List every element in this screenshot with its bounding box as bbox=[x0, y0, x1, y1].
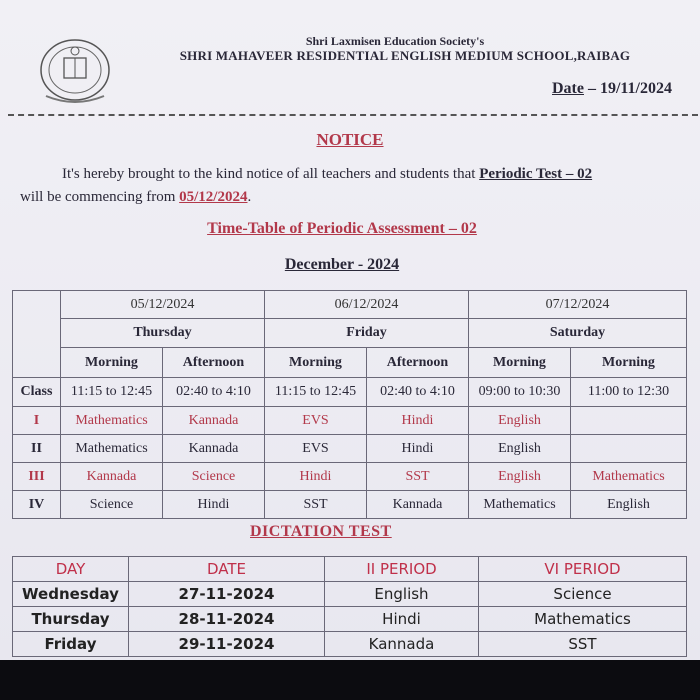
dictation-table bbox=[12, 556, 687, 657]
subject-cell: Kannada bbox=[367, 491, 469, 519]
subject-cell: English bbox=[469, 435, 571, 463]
subject-cell: English bbox=[571, 491, 687, 519]
divider bbox=[8, 114, 698, 116]
dictation-header: DAY bbox=[13, 557, 129, 582]
subject-cell: Science bbox=[61, 491, 163, 519]
subject-cell bbox=[571, 435, 687, 463]
school-name: SHRI MAHAVEER RESIDENTIAL ENGLISH MEDIUM SCHOOL,RAIBAG bbox=[179, 48, 631, 63]
session-time: 02:40 to 4:10 bbox=[163, 378, 265, 407]
session-time: 11:15 to 12:45 bbox=[265, 378, 367, 407]
dictation-header: II PERIOD bbox=[325, 557, 479, 582]
session-time: 02:40 to 4:10 bbox=[367, 378, 469, 407]
dictation-day: Wednesday bbox=[13, 582, 129, 607]
subject-cell: English bbox=[469, 463, 571, 491]
notice-date bbox=[552, 80, 672, 98]
class-cell: III bbox=[13, 463, 61, 491]
subject-cell bbox=[571, 407, 687, 435]
timetable-title: Time-Table of Periodic Assessment – 02 bbox=[207, 220, 477, 237]
subject-cell: Kannada bbox=[163, 407, 265, 435]
subject-cell: EVS bbox=[265, 435, 367, 463]
table-row bbox=[13, 407, 687, 435]
day-name: Saturday bbox=[469, 319, 687, 348]
session-label: Morning bbox=[265, 348, 367, 378]
start-date: 05/12/2024 bbox=[179, 189, 248, 205]
table-row bbox=[13, 632, 687, 657]
subject-cell: Mathematics bbox=[571, 463, 687, 491]
notice-text-1: It's hereby brought to the kind notice of all teachers and students that bbox=[62, 166, 480, 182]
subject-cell: Hindi bbox=[367, 435, 469, 463]
session-time: 11:15 to 12:45 bbox=[61, 378, 163, 407]
subject-cell: Mathematics bbox=[469, 491, 571, 519]
subject-cell: Kannada bbox=[61, 463, 163, 491]
dictation-period-2: Kannada bbox=[325, 632, 479, 657]
subject-cell: Science bbox=[163, 463, 265, 491]
session-label: Morning bbox=[469, 348, 571, 378]
subject-cell: Hindi bbox=[163, 491, 265, 519]
notice-text-2: will be commencing from bbox=[20, 189, 180, 205]
session-label: Afternoon bbox=[367, 348, 469, 378]
timetable bbox=[12, 290, 687, 519]
day-name: Thursday bbox=[61, 319, 265, 348]
dictation-period-2: Hindi bbox=[325, 607, 479, 632]
dictation-title: DICTATION TEST bbox=[250, 523, 392, 540]
class-cell: I bbox=[13, 407, 61, 435]
bottom-bar bbox=[0, 660, 700, 700]
session-time: 11:00 to 12:30 bbox=[571, 378, 687, 407]
class-header: Class bbox=[13, 378, 61, 407]
notice-body bbox=[20, 163, 680, 209]
table-row bbox=[13, 463, 687, 491]
subject-cell: Mathematics bbox=[61, 407, 163, 435]
dictation-header: VI PERIOD bbox=[479, 557, 687, 582]
test-name: Periodic Test – 02 bbox=[479, 166, 593, 182]
timetable-month: December - 2024 bbox=[284, 256, 400, 273]
subject-cell: English bbox=[469, 407, 571, 435]
date-label: Date bbox=[552, 80, 584, 97]
society-name: Shri Laxmisen Education Society's bbox=[305, 34, 485, 48]
dictation-date: 27-11-2024 bbox=[129, 582, 325, 607]
dictation-day: Friday bbox=[13, 632, 129, 657]
table-row bbox=[13, 491, 687, 519]
notice-title: NOTICE bbox=[316, 130, 384, 149]
day-date: 07/12/2024 bbox=[469, 291, 687, 319]
class-cell: IV bbox=[13, 491, 61, 519]
dictation-period-6: Mathematics bbox=[479, 607, 687, 632]
table-row bbox=[13, 582, 687, 607]
dictation-header: DATE bbox=[129, 557, 325, 582]
subject-cell: Hindi bbox=[367, 407, 469, 435]
session-time: 09:00 to 10:30 bbox=[469, 378, 571, 407]
day-name: Friday bbox=[265, 319, 469, 348]
table-row bbox=[13, 435, 687, 463]
session-label: Morning bbox=[61, 348, 163, 378]
dictation-day: Thursday bbox=[13, 607, 129, 632]
subject-cell: SST bbox=[367, 463, 469, 491]
day-date: 05/12/2024 bbox=[61, 291, 265, 319]
date-value: – 19/11/2024 bbox=[583, 80, 672, 97]
class-cell: II bbox=[13, 435, 61, 463]
subject-cell: Hindi bbox=[265, 463, 367, 491]
dictation-date: 28-11-2024 bbox=[129, 607, 325, 632]
subject-cell: EVS bbox=[265, 407, 367, 435]
session-label: Morning bbox=[571, 348, 687, 378]
dictation-period-6: SST bbox=[479, 632, 687, 657]
day-date: 06/12/2024 bbox=[265, 291, 469, 319]
subject-cell: SST bbox=[265, 491, 367, 519]
table-row bbox=[13, 607, 687, 632]
dictation-period-6: Science bbox=[479, 582, 687, 607]
session-label: Afternoon bbox=[163, 348, 265, 378]
subject-cell: Kannada bbox=[163, 435, 265, 463]
subject-cell: Mathematics bbox=[61, 435, 163, 463]
dictation-period-2: English bbox=[325, 582, 479, 607]
notice-text-3: . bbox=[247, 189, 252, 205]
dictation-date: 29-11-2024 bbox=[129, 632, 325, 657]
